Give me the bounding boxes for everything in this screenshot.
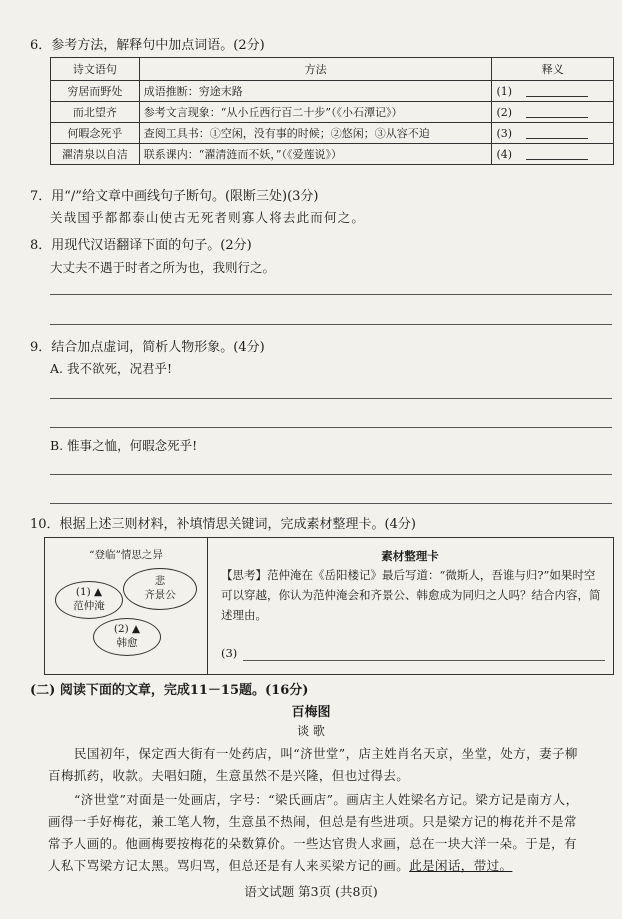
emotion-keyword-1: (1) ▲ [75,586,103,598]
answer-cell[interactable] [492,123,614,144]
paragraph-text: “济世堂”对面是一处画店，字号：“梁氏画店”。画店主人姓梁名方记。梁方记是南方人，画得一手好梅花，兼工笔人物，生意虽不热闹，但总是有些进项。只是梁方记的梅花并不是常常予人画的。他画梅要按梅花的朵数算价。一些达官贵人求画，总在一块大洋一朵。于是，有人私下骂梁方记太黑。骂归骂，但总还是有人来买梁方记的画。 [48,792,579,873]
article-paragraph: 民国初年，保定西大街有一处药店，叫“济世堂”，店主姓肖名天京，坐堂，处方，妻子柳百梅抓药，收款。夫唱妇随，生意虽然不是兴隆，但也过得去。 [48,746,578,783]
q9-stem: 9．结合加点虚词，简析人物形象。(4分) [30,340,265,355]
card-title: 素材整理卡 [381,549,439,563]
emotion-keyword-2: (2) ▲ [113,623,141,635]
person-name: 韩愈 [116,637,138,649]
answer-blank[interactable] [526,149,588,160]
sentence-cell: 穷居而野处 [51,81,140,102]
q6-method-table [50,57,614,165]
q7-stem: 7．用“/”给文章中画线句子断句。(限断三处)(3分) [30,189,319,204]
answer-line[interactable] [50,294,612,295]
answer-blank[interactable] [526,107,588,118]
article-title: 百梅图 [291,705,331,720]
q9-a: A. 我不欲死，况君乎! [50,361,172,376]
emotion-keyword: 悲 [154,575,166,587]
section-heading: (二) 阅读下面的文章，完成11－15题。(16分) [30,683,309,698]
answer-line[interactable] [50,398,612,399]
answer-cell[interactable] [492,144,614,165]
article-author: 谈 歌 [297,724,325,738]
sentence-cell: 何暇念死乎 [51,123,140,144]
answer-line[interactable] [50,427,612,428]
table-row [51,81,614,102]
table-header: 释义 [492,58,614,81]
q7-text: 关哉国乎都都泰山使古无死者则寡人将去此而何之。 [50,210,366,225]
answer-blank[interactable] [526,86,588,97]
underlined-sentence: 此是闲话，带过。 [409,858,513,873]
emotion-diagram [45,538,208,674]
card-text: 【思考】范仲淹在《岳阳楼记》最后写道：“微斯人，吾谁与归?”如果时空可以穿越，你认为范仲淹会和齐景公、韩愈成为同归之人吗？结合内容，简述理由。 [221,568,601,622]
method-cell: 参考文言现象：“从小丘西行百二十步”（《小石潭记》） [139,102,492,123]
sentence-cell: 而北望齐 [51,102,140,123]
sentence-cell: 濯清泉以自洁 [51,144,140,165]
table-header: 方法 [139,58,492,81]
answer-number: (3) [496,126,513,140]
answer-cell[interactable] [492,102,614,123]
person-name: 齐景公 [144,589,176,601]
answer-line[interactable] [50,503,612,504]
method-cell: 成语推断：穷途末路 [139,81,492,102]
diagram-title: “登临”情思之异 [89,549,163,561]
person-name: 范仲淹 [73,600,105,612]
card-answer-number: (3) [221,646,238,660]
q8-text: 大丈夫不遇于时者之所为也，我则行之。 [50,260,276,275]
q10-stem: 10．根据上述三则材料，补填情思关键词，完成素材整理卡。(4分) [30,517,416,532]
answer-cell[interactable] [492,81,614,102]
q8-stem: 8．用现代汉语翻译下面的句子。(2分) [30,238,252,253]
emotion-ellipse-qi [123,568,197,610]
method-cell: 查阅工具书：①空闲，没有事的时候；②悠闲；③从容不迫 [139,123,492,144]
answer-number: (1) [496,84,513,98]
answer-line[interactable] [50,474,612,475]
table-header: 诗文语句 [51,58,140,81]
article-paragraph [48,789,588,877]
answer-line[interactable] [243,660,605,661]
table-header-row [51,58,614,81]
answer-number: (4) [496,147,513,161]
answer-number: (2) [496,105,513,119]
answer-blank[interactable] [526,128,588,139]
q6-stem: 6．参考方法，解释句中加点词语。(2分) [30,38,265,53]
emotion-ellipse-fan[interactable] [55,581,123,619]
emotion-ellipse-han[interactable] [93,618,161,656]
table-row [51,123,614,144]
material-card [44,537,614,675]
answer-line[interactable] [50,324,612,325]
table-row [51,144,614,165]
table-row [51,102,614,123]
q9-b: B. 惟事之恤，何暇念死乎! [50,438,198,453]
method-cell: 联系课内：“濯清涟而不妖，”（《爱莲说》） [139,144,492,165]
page-footer: 语文试题 第3页 (共8页) [244,884,378,899]
